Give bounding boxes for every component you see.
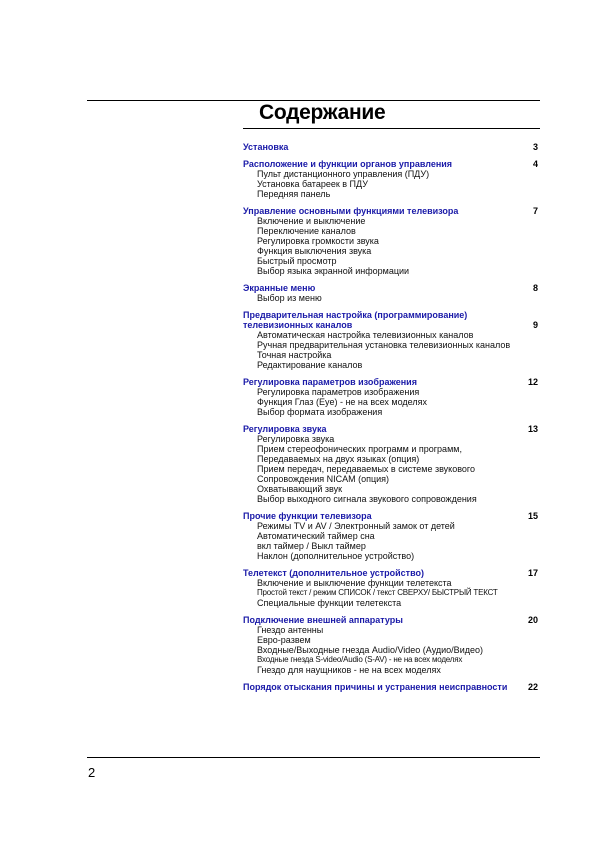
toc-subitem: Выбор выходного сигнала звукового сопровождения — [257, 494, 477, 504]
toc-section-heading[interactable] — [243, 568, 540, 578]
toc-subitem-list — [243, 387, 540, 417]
toc-section-page: 9 — [532, 320, 538, 330]
toc-subitem-list — [243, 578, 540, 608]
toc-subitem-list — [243, 434, 540, 504]
toc-subitem-list — [243, 169, 540, 199]
toc-subitem: Охватывающий звук — [257, 484, 343, 494]
toc-section-heading[interactable] — [243, 283, 540, 293]
toc-section-page: 15 — [527, 511, 538, 521]
toc-subitem: Гнездо для наущников - не на всех моделях — [257, 665, 441, 675]
toc-subitem: Входные/Выходные гнезда Audio/Video (Аудио/Видео) — [257, 645, 483, 655]
toc-section-heading[interactable] — [243, 682, 540, 692]
toc-subitem: Автоматический таймер сна — [257, 531, 375, 541]
toc-section — [243, 377, 540, 417]
toc-section — [243, 682, 540, 692]
toc-section-heading[interactable] — [243, 142, 540, 152]
toc-section-title: Подключение внешней аппаратуры — [243, 615, 403, 625]
toc-subitem: Автоматическая настройка телевизионных каналов — [257, 330, 474, 340]
toc-subitem-list — [243, 521, 540, 561]
toc-section — [243, 568, 540, 608]
toc-section — [243, 511, 540, 561]
toc-subitem: Переключение каналов — [257, 226, 356, 236]
toc-section-title: Телетекст (дополнительное устройство) — [243, 568, 425, 578]
toc-subitem: Быстрый просмотр — [257, 256, 337, 266]
toc-section-heading[interactable] — [243, 511, 540, 521]
toc-subitem: Ручная предварительная установка телевизионных каналов — [257, 340, 511, 350]
toc-section-title: Порядок отыскания причины и устранения неисправности — [243, 682, 508, 692]
toc-subitem: Точная настройка — [257, 350, 332, 360]
toc-section-heading[interactable] — [243, 424, 540, 434]
toc-section-heading[interactable] — [243, 206, 540, 216]
toc-section-page: 8 — [532, 283, 538, 293]
toc-section-page: 7 — [532, 206, 538, 216]
toc-section-title: Регулировка звука — [243, 424, 327, 434]
toc-section-heading[interactable] — [243, 310, 540, 330]
toc-subitem: Входные гнезда S-video/Audio (S-AV) - не на всех моделях — [257, 655, 463, 664]
toc-section — [243, 424, 540, 504]
toc-subitem: Передаваемых на двух языках (опция) — [257, 454, 420, 464]
toc-subitem: вкл таймер / Выкл таймер — [257, 541, 366, 551]
toc-subitem: Включение и выключение функции телетекста — [257, 578, 452, 588]
toc-subitem: Евро-развем — [257, 635, 311, 645]
toc-subitem: Прием передач, передаваемых в системе звукового — [257, 464, 475, 474]
bottom-rule — [87, 757, 540, 758]
toc-subitem: Пульт дистанционного управления (ПДУ) — [257, 169, 430, 179]
toc-subitem: Специальные функции телетекста — [257, 598, 402, 608]
toc-section-title: Установка — [243, 142, 289, 152]
toc-subitem: Функция Глаз (Eye) - не на всех моделях — [257, 397, 427, 407]
toc-section-page: 3 — [532, 142, 538, 152]
toc-subitem: Режимы TV и AV / Электронный замок от детей — [257, 521, 455, 531]
toc-subitem-list — [243, 293, 540, 303]
toc-section — [243, 159, 540, 199]
toc-subitem-list — [243, 330, 540, 370]
toc-subitem: Наклон (дополнительное устройство) — [257, 551, 415, 561]
toc-section-title: Управление основными функциями телевизора — [243, 206, 459, 216]
toc-subitem: Включение и выключение — [257, 216, 366, 226]
toc-section-title: Расположение и функции органов управления — [243, 159, 453, 169]
toc-section — [243, 283, 540, 303]
toc-subitem: Регулировка громкости звука — [257, 236, 379, 246]
toc-subitem: Выбор из меню — [257, 293, 322, 303]
toc-subitem: Передняя панель — [257, 189, 331, 199]
toc-section — [243, 142, 540, 152]
toc-section-page: 17 — [527, 568, 538, 578]
toc-section — [243, 615, 540, 675]
toc-subitem-list — [243, 625, 540, 675]
toc-subitem-list — [243, 216, 540, 276]
toc-subitem: Сопровождения NICAM (опция) — [257, 474, 390, 484]
toc-section-page: 12 — [527, 377, 538, 387]
toc-section-title: Регулировка параметров изображения — [243, 377, 417, 387]
toc-section-page: 20 — [527, 615, 538, 625]
title-underline — [243, 128, 540, 129]
toc-subitem: Регулировка звука — [257, 434, 335, 444]
toc-section-heading[interactable] — [243, 159, 540, 169]
toc-section-page: 13 — [527, 424, 538, 434]
toc-subitem: Выбор формата изображения — [257, 407, 383, 417]
toc-section-heading[interactable] — [243, 377, 540, 387]
page-title: Содержание — [259, 101, 386, 124]
toc-subitem: Выбор языка экранной информации — [257, 266, 410, 276]
toc-section-title: Прочие функции телевизора — [243, 511, 372, 521]
toc-subitem: Гнездо антенны — [257, 625, 324, 635]
table-of-contents — [243, 142, 540, 699]
toc-subitem: Функция выключения звука — [257, 246, 372, 256]
toc-section-page: 22 — [527, 682, 538, 692]
toc-section-heading[interactable] — [243, 615, 540, 625]
toc-section-title: Экранные меню — [243, 283, 316, 293]
toc-section — [243, 310, 540, 370]
toc-subitem: Установка батареек в ПДУ — [257, 179, 368, 189]
toc-section-title: Предварительная настройка (программирование) телевизионных каналов — [243, 310, 468, 330]
page-number: 2 — [88, 765, 96, 780]
toc-subitem: Редактирование каналов — [257, 360, 363, 370]
toc-subitem: Регулировка параметров изображения — [257, 387, 420, 397]
toc-subitem: Простой текст / режим СПИСОК / текст СВЕРХУ/ БЫСТРЫЙ ТЕКСТ — [257, 588, 498, 597]
toc-subitem: Прием стереофонических программ и программ, — [257, 444, 462, 454]
toc-section-page: 4 — [532, 159, 538, 169]
toc-section — [243, 206, 540, 276]
